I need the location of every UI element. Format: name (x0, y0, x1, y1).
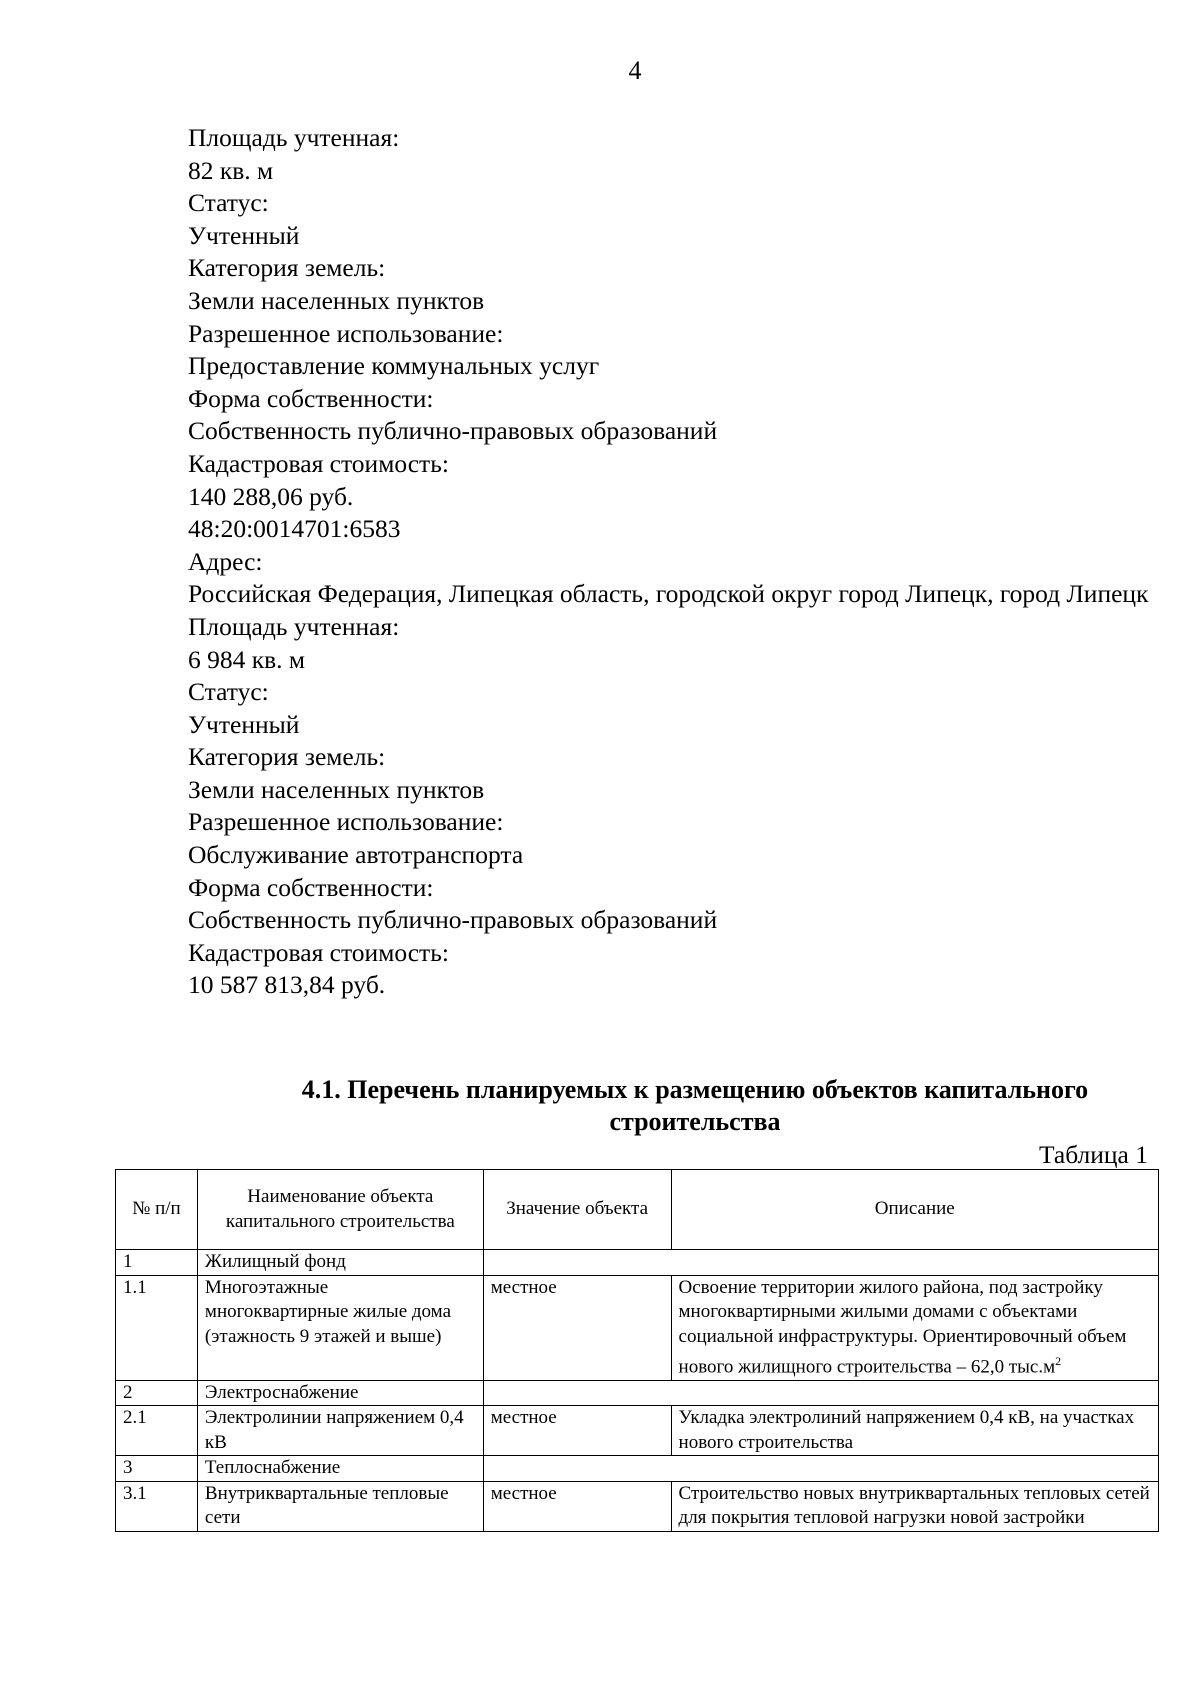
page-number: 4 (628, 56, 642, 85)
body-line: Разрешенное использование: (188, 318, 504, 348)
header-object-value: Значение объекта (483, 1170, 671, 1250)
body-line: Собственность публично-правовых образований (188, 905, 718, 935)
table-body (116, 1250, 1159, 1532)
document-body (115, 122, 1155, 1002)
object-name: Жилищный фонд (197, 1250, 483, 1276)
empty-cell (483, 1380, 1158, 1406)
header-description: Описание (671, 1170, 1158, 1250)
object-value: местное (483, 1275, 671, 1380)
description-text: Укладка электролиний напряжением 0,4 кВ, на участках нового строительства (678, 1407, 1135, 1453)
object-name: Теплоснабжение (197, 1456, 483, 1482)
empty-cell (483, 1456, 1158, 1482)
body-line: Площадь учтенная: (188, 611, 400, 641)
body-line: 82 кв. м (188, 155, 274, 185)
body-line: Земли населенных пунктов (188, 774, 485, 804)
parcel-details-block-2 (115, 611, 1155, 1002)
table-caption: Таблица 1 (1038, 1140, 1148, 1169)
table-header-row (116, 1170, 1159, 1250)
body-line: Учтенный (188, 709, 300, 739)
object-description (671, 1406, 1158, 1456)
table-group-row (116, 1380, 1159, 1406)
body-line: Предоставление коммунальных услуг (188, 351, 600, 381)
body-line: Статус: (188, 188, 269, 218)
row-number: 2.1 (116, 1406, 198, 1456)
table-group-row (116, 1456, 1159, 1482)
address-paragraph: Российская Федерация, Липецкая область, городской округ город Липецк, город Липецк (188, 579, 1149, 609)
body-line: Кадастровая стоимость: (188, 448, 449, 478)
body-line: Категория земель: (188, 253, 386, 283)
body-line: Форма собственности: (188, 383, 434, 413)
parcel-details-block-1 (115, 122, 1155, 578)
table-row (116, 1481, 1159, 1531)
body-line: Разрешенное использование: (188, 807, 504, 837)
row-number: 1.1 (116, 1275, 198, 1380)
body-line: 10 587 813,84 руб. (188, 970, 386, 1000)
object-name: Внутриквартальные тепловые сети (197, 1481, 483, 1531)
object-name: Многоэтажные многоквартирные жилые дома (этажность 9 этажей и выше) (197, 1275, 483, 1380)
row-number: 2 (116, 1380, 198, 1406)
row-number: 3.1 (116, 1481, 198, 1531)
header-number: № п/п (116, 1170, 198, 1250)
body-line: Категория земель: (188, 742, 386, 772)
object-value: местное (483, 1406, 671, 1456)
object-value: местное (483, 1481, 671, 1531)
section-heading-line-1: 4.1. Перечень планируемых к размещению объектов капитального (301, 1075, 1089, 1104)
body-line: Обслуживание автотранспорта (188, 840, 524, 870)
object-description (671, 1275, 1158, 1380)
body-line: Адрес: (188, 546, 263, 576)
description-text: Освоение территории жилого района, под застройку многоквартирными жилыми домами с объектами социальной инфраструктуры. Ориентировочный объем нового жилищного строительства – 62,0 тыс.м (678, 1276, 1127, 1378)
body-line: 140 288,06 руб. (188, 481, 354, 511)
capital-objects-table (115, 1169, 1159, 1532)
object-description (671, 1481, 1158, 1531)
section-heading-line-2: строительства (609, 1107, 781, 1136)
row-number: 1 (116, 1250, 198, 1276)
body-line: Статус: (188, 677, 269, 707)
body-line: Собственность публично-правовых образований (188, 416, 718, 446)
body-line: Учтенный (188, 220, 300, 250)
object-name: Электроснабжение (197, 1380, 483, 1406)
body-line: 48:20:0014701:6583 (188, 514, 401, 544)
empty-cell (483, 1250, 1158, 1276)
section-heading (115, 1074, 1200, 1138)
body-line: Форма собственности: (188, 872, 434, 902)
table-row (116, 1275, 1159, 1380)
header-object-name: Наименование объекта капитального строительства (197, 1170, 483, 1250)
row-number: 3 (116, 1456, 198, 1482)
body-line: Площадь учтенная: (188, 123, 400, 152)
table-group-row (116, 1250, 1159, 1276)
body-line: 6 984 кв. м (188, 644, 306, 674)
object-name: Электролинии напряжением 0,4 кВ (197, 1406, 483, 1456)
superscript: 2 (1055, 1354, 1062, 1368)
table-row (116, 1406, 1159, 1456)
description-text: Строительство новых внутриквартальных тепловых сетей для покрытия тепловой нагрузки новой застройки (678, 1482, 1150, 1529)
body-line: Земли населенных пунктов (188, 285, 485, 315)
body-line: Кадастровая стоимость: (188, 937, 449, 967)
